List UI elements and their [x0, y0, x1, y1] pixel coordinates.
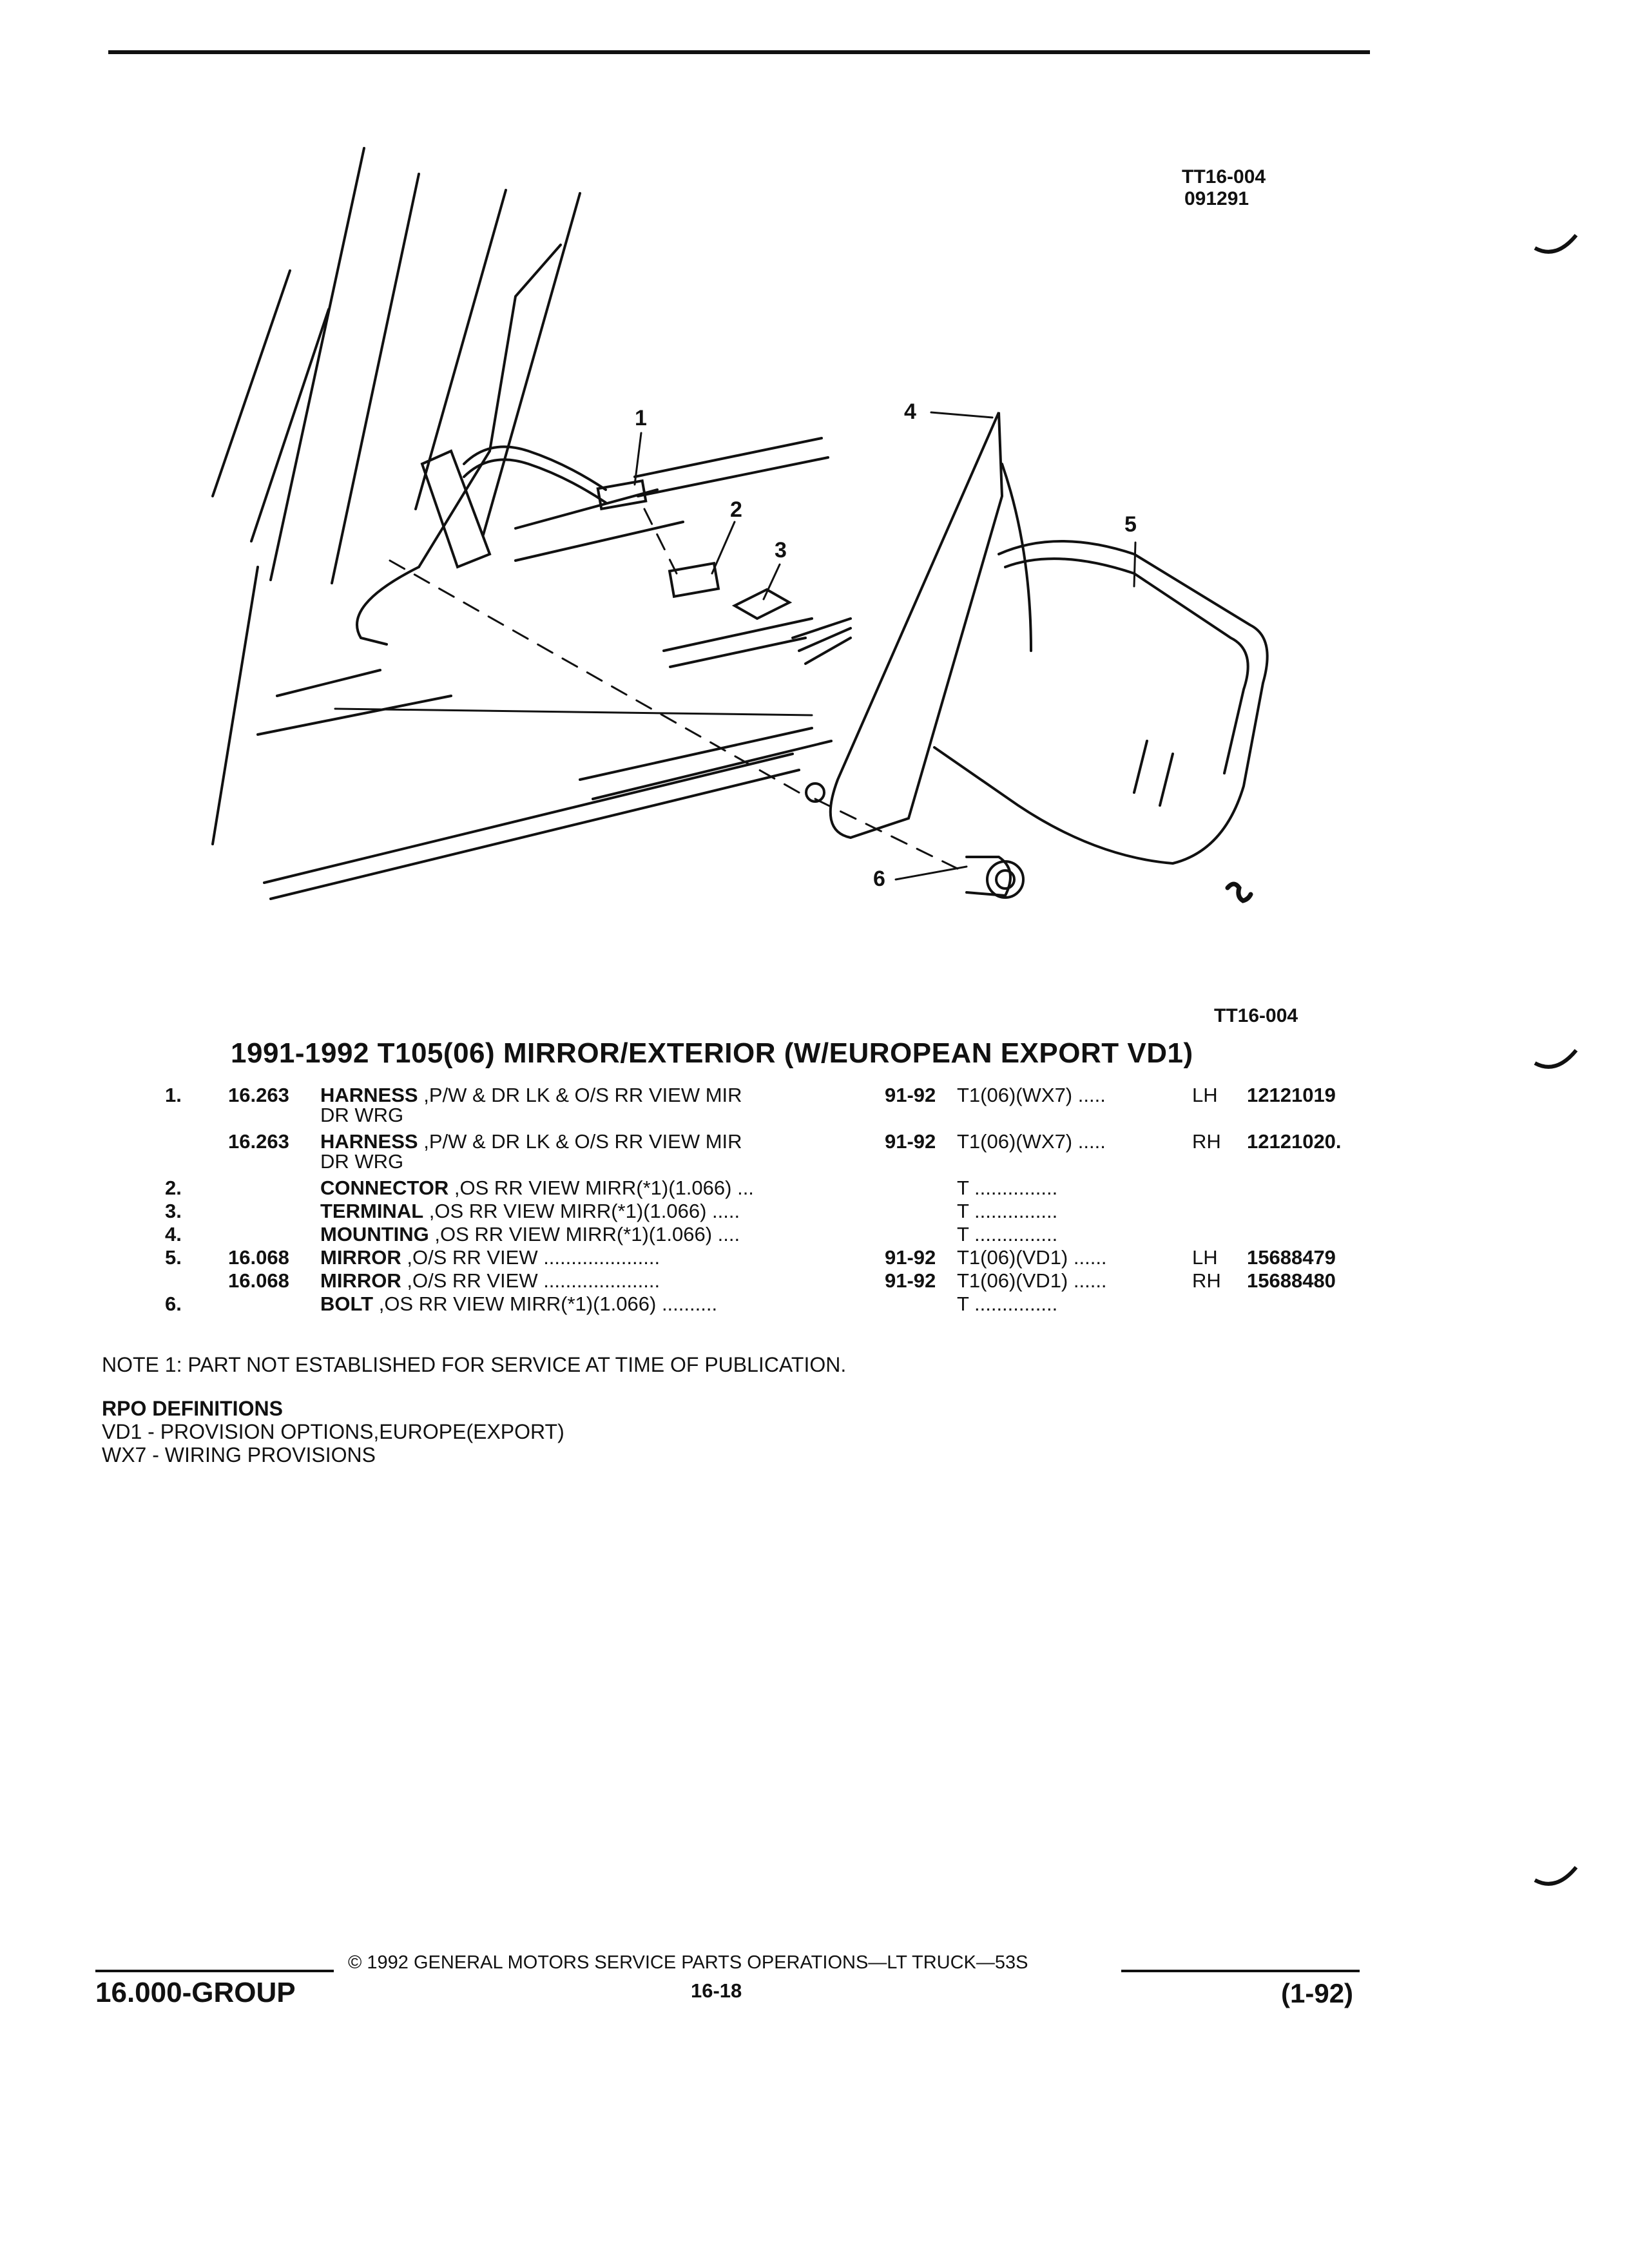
- part-description: HARNESS ,P/W & DR LK & O/S RR VIEW MIR: [320, 1084, 742, 1106]
- callout-4: 4: [904, 399, 916, 424]
- revision-date: (1-92): [1281, 1978, 1354, 2008]
- footer-rule: [95, 1970, 334, 1972]
- model-years: 91-92: [885, 1084, 936, 1106]
- model-years: 91-92: [885, 1269, 936, 1292]
- group-label: 16.000-GROUP: [95, 1977, 296, 2008]
- model-years: 91-92: [885, 1130, 936, 1153]
- model-code: T1(06)(WX7) .....: [957, 1084, 1106, 1106]
- side: LH: [1192, 1246, 1218, 1269]
- part-row: [155, 1177, 1379, 1200]
- side: RH: [1192, 1269, 1221, 1292]
- part-description: HARNESS ,P/W & DR LK & O/S RR VIEW MIR: [320, 1130, 742, 1153]
- model-code: T1(06)(VD1) ......: [957, 1246, 1107, 1269]
- bolt-drawing: [967, 857, 1023, 898]
- callout-1: 1: [635, 406, 647, 430]
- item-number: 1.: [165, 1084, 182, 1106]
- margin-mark: [1534, 1044, 1579, 1076]
- callout-2: 2: [730, 497, 742, 522]
- description-continuation: DR WRG: [320, 1104, 404, 1126]
- wiring-harness-drawing: [464, 447, 851, 664]
- footer-rule: [1121, 1970, 1360, 1972]
- door-frame-drawing: [213, 148, 831, 899]
- rpo-heading: RPO DEFINITIONS: [102, 1397, 283, 1420]
- item-number: 3.: [165, 1200, 182, 1222]
- model-code: T ...............: [957, 1200, 1058, 1222]
- top-rule: [108, 50, 1370, 54]
- section-title: 1991-1992 T105(06) MIRROR/EXTERIOR (W/EUROPEAN EXPORT VD1): [231, 1037, 1193, 1069]
- part-number: 12121020.: [1247, 1130, 1342, 1153]
- item-number: 6.: [165, 1293, 182, 1315]
- part-description: CONNECTOR ,OS RR VIEW MIRR(*1)(1.066) ...: [320, 1177, 754, 1199]
- group-number: 16.263: [228, 1084, 289, 1106]
- part-description: MOUNTING ,OS RR VIEW MIRR(*1)(1.066) ....: [320, 1223, 740, 1245]
- assembly-guide-lines: [390, 509, 967, 873]
- diagram-code: TT16-004: [1182, 166, 1266, 187]
- part-number: 15688479: [1247, 1246, 1336, 1269]
- side: LH: [1192, 1084, 1218, 1106]
- part-row: [155, 1223, 1379, 1246]
- group-number: 16.263: [228, 1130, 289, 1153]
- part-number: 12121019: [1247, 1084, 1336, 1106]
- side: RH: [1192, 1130, 1221, 1153]
- margin-mark: [1534, 1861, 1579, 1893]
- group-number: 16.068: [228, 1246, 289, 1269]
- model-code: T1(06)(VD1) ......: [957, 1269, 1107, 1292]
- copyright-line: © 1992 GENERAL MOTORS SERVICE PARTS OPERATIONS—LT TRUCK—53S: [348, 1952, 1028, 1973]
- logo-mark: [1228, 884, 1251, 901]
- part-description: MIRROR ,O/S RR VIEW .....................: [320, 1269, 660, 1292]
- part-description: BOLT ,OS RR VIEW MIRR(*1)(1.066) ..........: [320, 1293, 718, 1315]
- mirror-assembly-illustration: [193, 142, 1315, 947]
- part-number: 15688480: [1247, 1269, 1336, 1292]
- callout-5: 5: [1124, 512, 1137, 537]
- rpo-definition: VD1 - PROVISION OPTIONS,EUROPE(EXPORT): [102, 1420, 564, 1443]
- mirror-head-drawing: [806, 412, 1268, 863]
- margin-mark: [1534, 229, 1579, 261]
- item-number: 4.: [165, 1223, 182, 1245]
- description-continuation: DR WRG: [320, 1150, 404, 1173]
- callout-3: 3: [775, 538, 787, 562]
- model-code: T ...............: [957, 1293, 1058, 1315]
- page-number: 16-18: [691, 1979, 742, 2002]
- callout-6: 6: [873, 867, 885, 891]
- part-row: [155, 1293, 1379, 1316]
- part-row: [155, 1246, 1379, 1269]
- diagram-date: 091291: [1184, 188, 1249, 209]
- model-code: T ...............: [957, 1177, 1058, 1199]
- model-years: 91-92: [885, 1246, 936, 1269]
- publication-note: NOTE 1: PART NOT ESTABLISHED FOR SERVICE AT TIME OF PUBLICATION.: [102, 1353, 847, 1376]
- illustration-caption: TT16-004: [1214, 1005, 1298, 1026]
- model-code: T ...............: [957, 1223, 1058, 1245]
- item-number: 2.: [165, 1177, 182, 1199]
- part-row: [155, 1269, 1379, 1293]
- part-description: MIRROR ,O/S RR VIEW .....................: [320, 1246, 660, 1269]
- model-code: T1(06)(WX7) .....: [957, 1130, 1106, 1153]
- rpo-definition: WX7 - WIRING PROVISIONS: [102, 1443, 376, 1466]
- group-number: 16.068: [228, 1269, 289, 1292]
- part-description: TERMINAL ,OS RR VIEW MIRR(*1)(1.066) .....: [320, 1200, 740, 1222]
- item-number: 5.: [165, 1246, 182, 1269]
- part-row: [155, 1200, 1379, 1223]
- rpo-definitions: [102, 1397, 564, 1466]
